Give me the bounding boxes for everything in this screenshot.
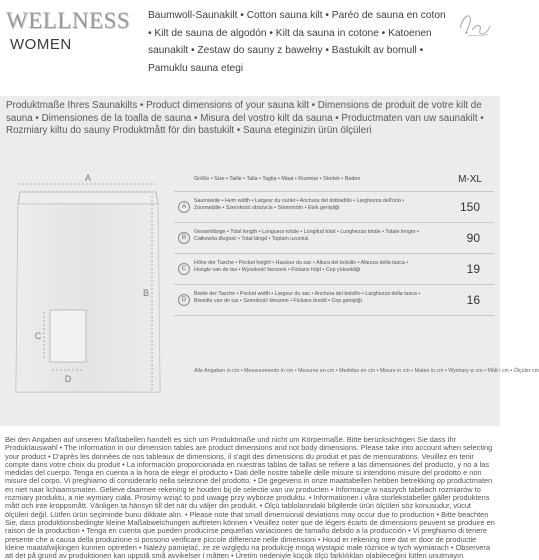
unit-note: Alle Angaben in cm • Measurements in cm • Mesures en cm • Medidas en cm • Misure in cm • Maten in cm • Wymiary w cm • Mått i cm • Ölçüler cm	[194, 368, 539, 374]
table-row	[174, 192, 494, 223]
size-label: Größe • Size • Taille • Talla • Taglia • Maat • Rozmiar • Storlek • Beden	[194, 176, 361, 182]
panel-title: Produktmaße Ihres Saunakilts • Product dimensions of your sauna kilt • Dimensions de produit de votre kilt de sauna • Dimensiones de la toalla de sauna • Misura del vostro kilt da sauna • Productmaten van uw saunakilt • Rozmiary kiltu do sauny Produktmått för din bastukilt • Sauna eteginizin ürün ölçüleri	[6, 100, 484, 137]
row-value: 19	[466, 262, 480, 276]
row-text: Höhe der Tasche • Pocket height • Hauteur du sac • Altura del bolsillo • Altezza della tasca • Hoogte van de tas • Wysokość kieszeni • Fickans höjd • Cep yüksekliği	[194, 260, 409, 273]
header	[0, 0, 500, 86]
brand-subtitle: WOMEN	[10, 36, 72, 53]
kilt-diagram	[6, 146, 168, 411]
row-text: Breite der Tasche • Pocket width • Largeur du sac • Anchura del bolsillo • Larghezza della tasca • Breedte van de tas • Szerokość kieszeni • Fickans bredd • Cep genişliği	[194, 291, 421, 304]
row-value: 90	[466, 231, 480, 245]
diagram-label-a: A	[84, 173, 92, 183]
row-value: 16	[466, 293, 480, 307]
table-header	[174, 170, 494, 192]
diagram-label-d: D	[64, 374, 72, 384]
row-letter: A	[178, 201, 190, 213]
row-value: 150	[459, 200, 480, 214]
dimensions-panel	[0, 96, 539, 426]
table-row	[174, 254, 494, 285]
row-letter: B	[178, 232, 190, 244]
size-value: M-XL	[458, 174, 482, 185]
table-row	[174, 285, 494, 316]
signature-logo-icon	[454, 6, 494, 46]
diagram-label-c: C	[34, 331, 42, 341]
row-letter: C	[178, 263, 190, 275]
dimensions-table	[174, 170, 494, 316]
table-row	[174, 223, 494, 254]
row-letter: D	[178, 294, 190, 306]
row-text: Saumweite • Hem width • Largeur du ourlet • Anchura del dobladillo • Larghezza dell'orlo • Zoomwijdte • Szerokość obszycia • Sömmnötn • Etek genişliği	[194, 198, 405, 211]
product-description: Baumwoll-Saunakilt • Cotton sauna kilt • Paréo de sauna en coton • Kilt de sauna de algodón • Kilt da sauna in cotone • Katoenen saunakilt • Zestaw do sauny z bawełny • Bastukilt av bomull • Pamuklu sauna etegi	[148, 10, 446, 74]
diagram-label-b: B	[142, 288, 150, 298]
footer-note: Bei den Angaben auf unseren Maßtabellen handelt es sich um Produktmaße und nicht um Körpermaße. Bitte berücksichtigen Sie dass Ihr Produktauswahl • The information in our dimension tables are product dimensions and not body dimensions. Please take into account when selecting your product • D'après les données de nos tableaux de dimensions, il s'agit des dimensions du produit et pas de mensurations. Veuillez en tenir compte dans votre choix du produit • La información proporcionada en nuestras tablas de tallas se refiere a las dimensiones del producto, y no a las medidas del cuerpo. Tenga en cuenta a la hora de elegir el producto • Dati delle nostre tabelle delle misure si intendono misure del prodotto e non misure del corpo. Vi preghiamo di considerarlo nella selezione del prodotto. • De gegevens in onze maattabellen hebben betrekking op productmaten en niet naar lichaamsmaten. Gelieve daarmee rekening te houden bij de selectie van uw producten • Informacje w naszych tabelach rozmiarów to rozmiary produktu, a nie wymiary ciała. Prosimy wziąć to pod uwagę przy wyborze produktu. • Informationen i våra storlekstabeller gäller produktens mått och inte kroppsmått. Vänligen ta hänsyn till det när du väljer din produkt. • Ölçü tablolarındaki bilgilerde ürün ölçüleri söz konusudur, vücut ölçüleri değil. Lütfen ürün seçiminde bunu dikkate alın. • Please note that small dimensional deviations may occur due to production • Bitte beachten Sie, dass produktionsbedingte kleine Maßabweichungen auftreten können • Veuillez noter que de légers écarts de dimensions peuvent se produire en raison de la production • Tenga en cuenta que pueden producirse pequeñas variaciones de tamaño debido a la producción • Vi preghiamo di tenere presente che a causa della produzione si possono verificare piccole differenze nelle dimensioni • Houd er rekening mee dat er door de productie kleine maatafwijkingen kunnen optreden • Należy pamiętać, że ze względu na produkcję mogą wystąpić małe różnice w tych wymiarach • Observera att det på grund av produktionen kan uppstå små avvikelser i måtten • Üretim nedeniyle küçük ölçü farklılıkları olabileceğini lütfen unutmayın	[5, 435, 495, 560]
row-text: Gesamtlänge • Total length • Longueur totale • Longitud total • Lunghezza totale • Totale lengte • Całkowita długość • Total längd • Toplam uzunluk	[194, 229, 419, 242]
brand-logo: WELLNESS	[6, 8, 131, 33]
